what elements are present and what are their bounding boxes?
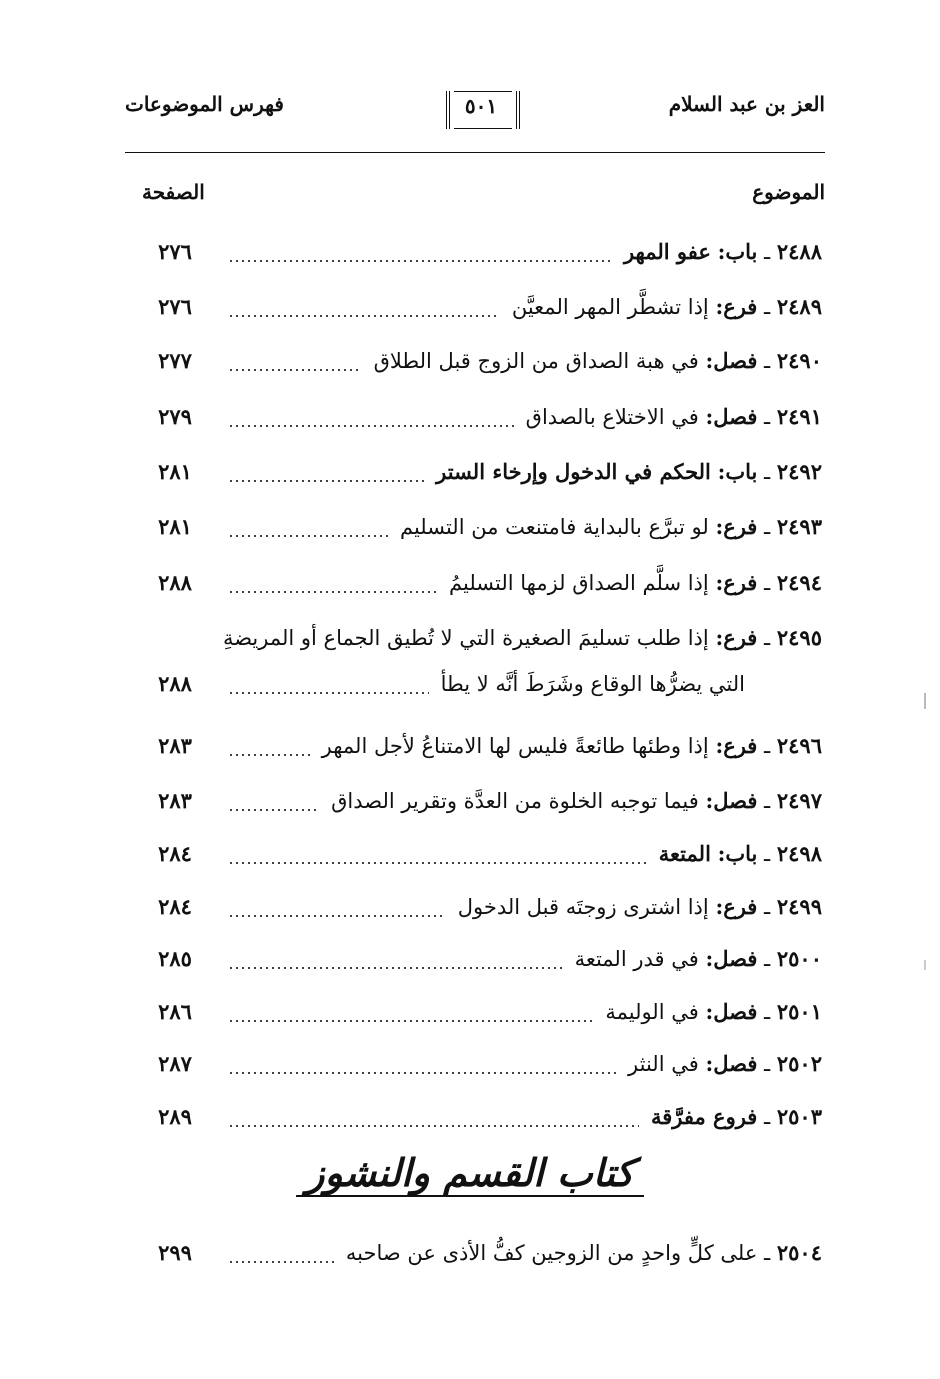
entry-kind: فصل: bbox=[705, 404, 758, 429]
toc-entry: ٢٤٩٧ ـ فصل: فيما توجبه الخلوة من العدَّة وتقرير الصداق bbox=[331, 788, 822, 813]
entry-page: ٢٧٧ bbox=[158, 348, 192, 373]
leader-dots bbox=[228, 304, 500, 318]
margin-mark bbox=[924, 693, 926, 709]
entry-page: ٢٨١ bbox=[158, 459, 192, 484]
entry-title: في قدر المتعة bbox=[574, 947, 699, 971]
leader-dots bbox=[228, 1250, 334, 1264]
entry-number: ٢٤٩٠ bbox=[776, 348, 822, 373]
entry-title: إذا طلب تسليمَ الصغيرة التي لا تُطيق الجماع أو المريضةِ bbox=[222, 626, 709, 650]
toc-entry: ٢٤٩٩ ـ فرع: إذا اشترى زوجتَه قبل الدخول bbox=[457, 894, 822, 919]
header-author: العز بن عبد السلام bbox=[668, 92, 825, 116]
entry-kind: فرع: bbox=[715, 514, 758, 539]
toc-entry: ٢٥٠١ ـ فصل: في الوليمة bbox=[605, 999, 822, 1024]
toc-entry: ٢٤٨٨ ـ باب: عفو المهر bbox=[623, 239, 822, 264]
entry-kind: فصل: bbox=[705, 999, 758, 1024]
entry-kind: فصل: bbox=[705, 348, 758, 373]
toc-entry: ٢٥٠٠ ـ فصل: في قدر المتعة bbox=[574, 946, 822, 971]
entry-kind: فرع: bbox=[715, 570, 758, 595]
entry-page: ٢٧٩ bbox=[158, 404, 192, 429]
entry-number: ٢٤٩٥ bbox=[776, 625, 822, 650]
entry-page: ٢٧٦ bbox=[158, 239, 192, 264]
toc-entry: ٢٤٩٤ ـ فرع: إذا سلَّم الصداق لزمها التسليمُ bbox=[449, 570, 822, 595]
entry-title: في هبة الصداق من الزوج قبل الطلاق bbox=[373, 349, 699, 373]
leader-dots bbox=[228, 249, 612, 263]
toc-entry: ٢٤٩٨ ـ باب: المتعة bbox=[658, 841, 822, 866]
toc-row bbox=[0, 892, 940, 932]
leader-dots bbox=[228, 904, 446, 918]
page-number-frame bbox=[438, 86, 524, 136]
entry-title: في النثر bbox=[628, 1052, 699, 1076]
entry-title: في الاختلاع بالصداق bbox=[525, 405, 699, 429]
entry-title: إذا تشطَّر المهر المعيَّن bbox=[511, 295, 709, 319]
leader-dots bbox=[228, 358, 362, 372]
entry-page: ٢٨٣ bbox=[158, 788, 192, 813]
entry-page: ٢٧٦ bbox=[158, 294, 192, 319]
entry-kind: فرع: bbox=[715, 625, 758, 650]
toc-entry: ٢٤٨٩ ـ فرع: إذا تشطَّر المهر المعيَّن bbox=[511, 294, 822, 319]
toc-row bbox=[0, 1238, 940, 1278]
leader-dots bbox=[228, 524, 388, 538]
entry-kind: فصل: bbox=[705, 788, 758, 813]
entry-page: ٢٨٥ bbox=[158, 946, 192, 971]
entry-number: ٢٥٠٠ bbox=[776, 946, 822, 971]
toc-entry: ٢٤٩٠ ـ فصل: في هبة الصداق من الزوج قبل الطلاق bbox=[373, 348, 822, 373]
entry-title: الحكم في الدخول وإرخاء الستر bbox=[436, 459, 711, 484]
entry-page: ٢٨٦ bbox=[158, 999, 192, 1024]
toc-row bbox=[0, 839, 940, 879]
entry-kind: فرع: bbox=[715, 733, 758, 758]
toc-row bbox=[0, 512, 940, 552]
entry-number: ٢٤٩٢ bbox=[776, 459, 822, 484]
toc-row bbox=[0, 402, 940, 442]
entry-title: لو تبرَّع بالبداية فامتنعت من التسليم bbox=[399, 515, 709, 539]
entry-number: ٢٤٨٩ bbox=[776, 294, 822, 319]
toc-row bbox=[0, 237, 940, 277]
entry-page: ٢٨١ bbox=[158, 514, 192, 539]
entry-title: في الوليمة bbox=[605, 1000, 699, 1024]
leader-dots bbox=[228, 580, 437, 594]
entry-title: إذا وطئها طائعةً فليس لها الامتناعُ لأجل المهر bbox=[321, 734, 709, 758]
entry-title: عفو المهر bbox=[623, 239, 711, 264]
entry-page: ٢٨٤ bbox=[158, 894, 192, 919]
entry-number: ٢٤٩٦ bbox=[776, 733, 822, 758]
toc-row bbox=[0, 1049, 940, 1089]
entry-title: فيما توجبه الخلوة من العدَّة وتقرير الصداق bbox=[331, 789, 699, 813]
toc-entry: ٢٥٠٤ ـ على كلٍّ واحدٍ من الزوجين كفُّ الأذى عن صاحبه bbox=[345, 1240, 822, 1265]
header-section: فهرس الموضوعات bbox=[125, 92, 284, 116]
toc-row-continuation bbox=[0, 669, 940, 709]
toc-entry: ٢٤٩٢ ـ باب: الحكم في الدخول وإرخاء الستر bbox=[436, 459, 822, 484]
leader-dots bbox=[228, 956, 563, 970]
leader-dots bbox=[228, 1114, 639, 1128]
section-title-text: كتاب القسم والنشوز bbox=[296, 1150, 644, 1197]
leader-dots bbox=[228, 1061, 616, 1075]
toc-row bbox=[0, 346, 940, 386]
leader-dots bbox=[228, 851, 647, 865]
page-number: ٥٠١ bbox=[464, 94, 498, 118]
entry-kind: فصل: bbox=[705, 1051, 758, 1076]
entry-title: إذا سلَّم الصداق لزمها التسليمُ bbox=[449, 571, 709, 595]
entry-number: ٢٤٩٤ bbox=[776, 570, 822, 595]
entry-number: ٢٤٩٩ bbox=[776, 894, 822, 919]
header-rule bbox=[125, 152, 825, 153]
entry-kind: فرع: bbox=[715, 894, 758, 919]
entry-number: ٢٥٠١ bbox=[776, 999, 822, 1024]
toc-entry: ٢٥٠٣ ـ فروع مفرَّقة bbox=[650, 1104, 822, 1129]
toc-entry: ٢٤٩٦ ـ فرع: إذا وطئها طائعةً فليس لها الامتناعُ لأجل المهر bbox=[321, 733, 822, 758]
entry-title-continuation: التي يضرُّها الوقاع وشَرَطَ أنَّه لا يطأ bbox=[440, 672, 745, 696]
toc-row bbox=[0, 568, 940, 608]
leader-dots bbox=[228, 469, 424, 483]
toc-row bbox=[0, 944, 940, 984]
entry-page: ٢٨٨ bbox=[158, 570, 192, 595]
toc-row bbox=[0, 786, 940, 826]
entry-kind: باب: bbox=[717, 841, 758, 866]
toc-row bbox=[0, 292, 940, 332]
entry-title: إذا اشترى زوجتَه قبل الدخول bbox=[457, 895, 709, 919]
entry-title: فروع مفرَّقة bbox=[650, 1104, 758, 1129]
entry-page: ٢٨٩ bbox=[158, 1104, 192, 1129]
leader-dots bbox=[228, 743, 310, 757]
leader-dots bbox=[228, 798, 319, 812]
entry-kind: فرع: bbox=[715, 294, 758, 319]
entry-kind: باب: bbox=[717, 239, 758, 264]
toc-row bbox=[0, 457, 940, 497]
margin-mark bbox=[924, 960, 926, 970]
column-heading-topic: الموضوع bbox=[752, 180, 825, 204]
entry-page: ٢٨٣ bbox=[158, 733, 192, 758]
entry-page: ٢٨٨ bbox=[158, 671, 192, 696]
entry-number: ٢٥٠٢ bbox=[776, 1051, 822, 1076]
entry-number: ٢٤٩٣ bbox=[776, 514, 822, 539]
toc-row bbox=[0, 997, 940, 1037]
leader-dots bbox=[228, 681, 429, 695]
entry-number: ٢٤٩١ bbox=[776, 404, 822, 429]
entry-page: ٢٨٧ bbox=[158, 1051, 192, 1076]
entry-number: ٢٥٠٣ bbox=[776, 1104, 822, 1129]
leader-dots bbox=[228, 414, 514, 428]
toc-entry: ٢٥٠٢ ـ فصل: في النثر bbox=[628, 1051, 822, 1076]
entry-kind: باب: bbox=[717, 459, 758, 484]
entry-title: على كلٍّ واحدٍ من الزوجين كفُّ الأذى عن صاحبه bbox=[345, 1241, 758, 1265]
entry-page: ٢٩٩ bbox=[158, 1240, 192, 1265]
section-title bbox=[0, 1150, 940, 1197]
entry-number: ٢٤٨٨ bbox=[776, 239, 822, 264]
toc-row bbox=[0, 731, 940, 771]
entry-number: ٢٤٩٧ bbox=[776, 788, 822, 813]
toc-entry: ٢٤٩٥ ـ فرع: إذا طلب تسليمَ الصغيرة التي لا تُطيق الجماع أو المريضةِ bbox=[222, 625, 822, 650]
toc-entry: ٢٤٩١ ـ فصل: في الاختلاع بالصداق bbox=[525, 404, 822, 429]
entry-number: ٢٤٩٨ bbox=[776, 841, 822, 866]
toc-entry: ٢٤٩٣ ـ فرع: لو تبرَّع بالبداية فامتنعت من التسليم bbox=[399, 514, 822, 539]
entry-kind: فصل: bbox=[705, 946, 758, 971]
entry-page: ٢٨٤ bbox=[158, 841, 192, 866]
column-heading-page: الصفحة bbox=[142, 180, 205, 204]
entry-number: ٢٥٠٤ bbox=[776, 1240, 822, 1265]
leader-dots bbox=[228, 1009, 593, 1023]
entry-title: المتعة bbox=[658, 841, 711, 866]
toc-row bbox=[0, 1102, 940, 1142]
toc-row bbox=[0, 623, 940, 663]
running-header bbox=[125, 90, 825, 130]
